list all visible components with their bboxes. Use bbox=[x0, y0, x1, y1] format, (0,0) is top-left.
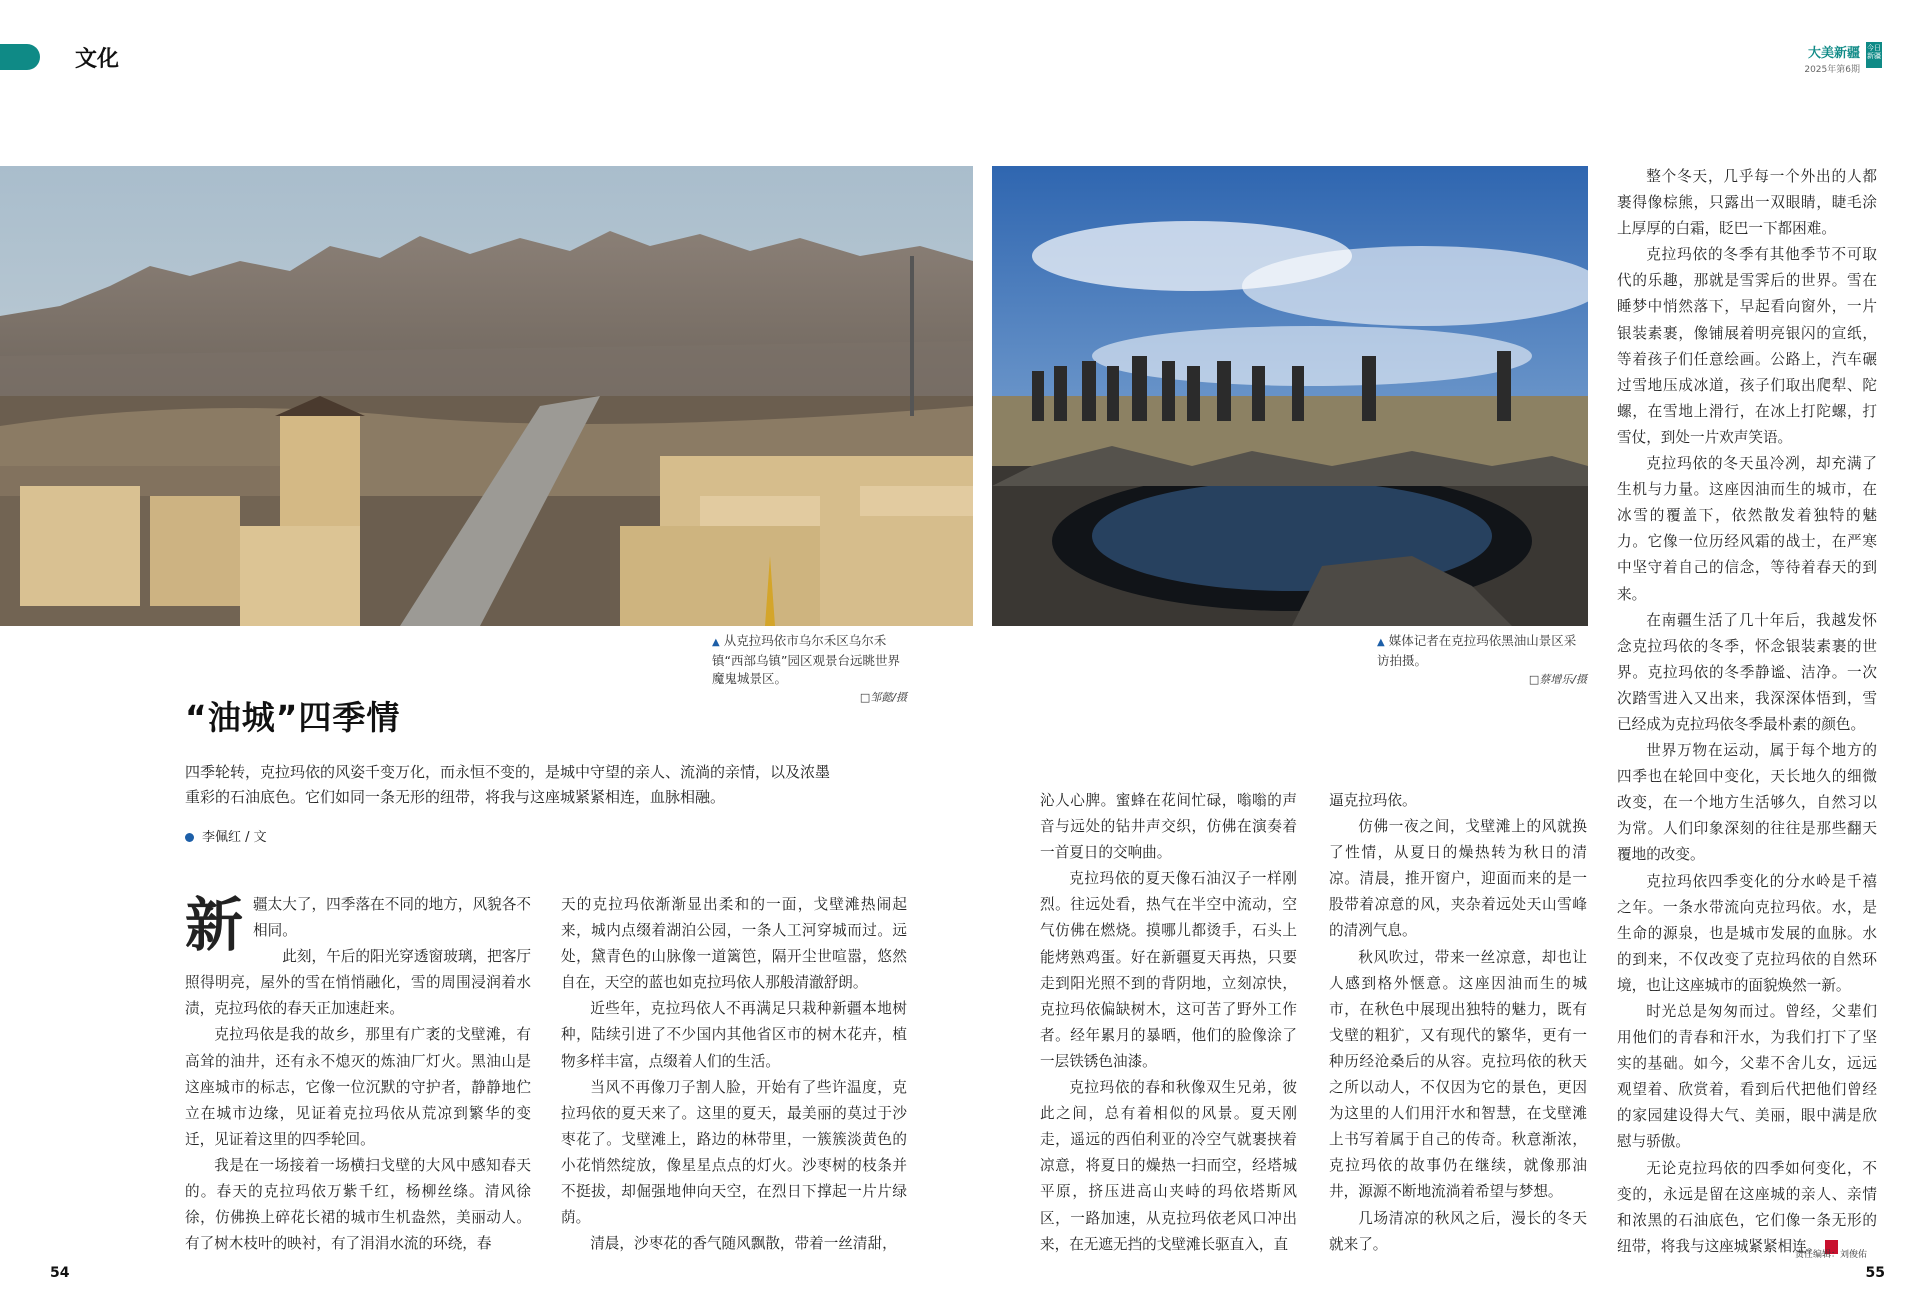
paragraph: 天的克拉玛依渐渐显出柔和的一面，戈壁滩热闹起来，城内点缀着湖泊公园，一条人工河穿城而过。远处，黛青色的山脉像一道篱笆，隔开尘世喧嚣，悠然自在，天空的蓝也如克拉玛依人那般清澈舒朗。 bbox=[561, 896, 907, 992]
article-lede: 四季轮转，克拉玛依的风姿千变万化，而永恒不变的，是城中守望的亲人、流淌的亲情，以及浓墨重彩的石油底色。它们如同一条无形的纽带，将我与这座城紧紧相连，血脉相融。 bbox=[185, 763, 831, 806]
paragraph bbox=[1617, 1156, 1877, 1260]
paragraph: 克拉玛依是我的故乡，那里有广袤的戈壁滩，有高耸的油井，还有永不熄灭的炼油厂灯火。黑油山是这座城市的标志，它像一位沉默的守护者，静静地伫立在城市边缘，见证着克拉玛依从荒凉到繁华的变迁，见证着这里的四季轮回。 bbox=[185, 1026, 531, 1148]
paragraph: 克拉玛依的冬季有其他季节不可取代的乐趣，那就是雪霁后的世界。雪在睡梦中悄然落下，早起看向窗外，一片银装素裹，像铺展着明亮银闪的宣纸，等着孩子们任意绘画。公路上，汽车碾过雪地压成冰道，孩子们取出爬犁、陀螺，在雪地上滑行，在冰上打陀螺，打雪仗，到处一片欢声笑语。 bbox=[1617, 246, 1877, 446]
page-number-left: 54 bbox=[50, 1265, 70, 1281]
paragraph: 逼克拉玛依。 bbox=[1329, 792, 1417, 809]
paragraph: 整个冬天，几乎每一个外出的人都裹得像棕熊，只露出一双眼睛，睫毛涂上厚厚的白霜，眨巴一下都困难。 bbox=[1617, 168, 1877, 238]
body-column-5 bbox=[1617, 164, 1877, 1260]
paragraph: 时光总是匆匆而过。曾经，父辈们用他们的青春和汗水，为我们打下了坚实的基础。如今，父辈不舍儿女，远远观望着、欣赏着，看到后代把他们曾经的家园建设得大气、美丽，眼中满是欣慰与骄傲。 bbox=[1617, 1003, 1877, 1151]
journalists-image bbox=[992, 166, 1588, 626]
author-bullet-icon bbox=[185, 833, 194, 842]
paragraph: 几场清凉的秋风之后，漫长的冬天就来了。 bbox=[1329, 1209, 1587, 1253]
paragraph-text: 无论克拉玛依的四季如何变化，不变的，永远是留在这座城的亲人、亲情和浓黑的石油底色，它们像一条无形的纽带，将我与这座城紧紧相连。 bbox=[1617, 1159, 1877, 1255]
body-column-3 bbox=[1040, 788, 1297, 1258]
author-name: 李佩红 / 文 bbox=[202, 830, 267, 845]
paragraph: 世界万物在运动，属于每个地方的四季也在轮回中变化，天长地久的细微改变，在一个地方生活够久，自然习以为常。人们印象深刻的往往是那些翻天覆地的改变。 bbox=[1617, 742, 1877, 864]
photo-journalists bbox=[992, 166, 1588, 626]
caption-text: 从克拉玛依市乌尔禾区乌尔禾镇“西部乌镇”园区观景台远眺世界魔鬼城景区。 bbox=[712, 633, 900, 686]
page-number-right: 55 bbox=[1865, 1265, 1885, 1281]
paragraph: 秋风吹过，带来一丝凉意，却也让人感到格外惬意。这座因油而生的城市，在秋色中展现出独特的魅力，既有戈壁的粗犷，又有现代的繁华，更有一种历经沧桑后的从容。克拉玛依的秋天之所以动人，不仅因为它的景色，更因为这里的人们用汗水和智慧，在戈壁滩上书写着属于自己的传奇。秋意渐浓，克拉玛依的故事仍在继续，就像那油井，源源不断地流淌着希望与梦想。 bbox=[1329, 948, 1587, 1201]
photo-town-mountains bbox=[0, 166, 973, 626]
paragraph: 克拉玛依的冬天虽冷冽，却充满了生机与力量。这座因油而生的城市，在冰雪的覆盖下，依然散发着独特的魅力。它像一位历经风霜的战士，在严寒中坚守着自己的信念，等待着春天的到来。 bbox=[1617, 455, 1877, 603]
caption-text: 媒体记者在克拉玛依黑油山景区采访拍摄。 bbox=[1377, 633, 1577, 668]
brand-title: 大美新疆 bbox=[1807, 46, 1860, 61]
paragraph: 克拉玛依的春和秋像双生兄弟，彼此之间，总有着相似的风景。夏天刚走，遥远的西伯利亚的冷空气就裹挟着凉意，将夏日的燥热一扫而空，经塔城平原，挤压进高山夹峙的玛依塔斯风区，一路加速，从克拉玛依老风口冲出来，在无遮无挡的戈壁滩长驱直入，直 bbox=[1040, 1079, 1297, 1253]
paragraph: 在南疆生活了几十年后，我越发怀念克拉玛依的冬季，怀念银装素裹的世界。克拉玛依的冬季静谧、洁净。一次次踏雪进入又出来，我深深体悟到，雪已经成为克拉玛依冬季最朴素的颜色。 bbox=[1617, 611, 1877, 733]
brand-logo-box: 今日新疆 bbox=[1866, 42, 1882, 68]
magazine-brand bbox=[1804, 42, 1860, 75]
body-column-1 bbox=[185, 892, 531, 1257]
paragraph: 疆太大了，四季落在不同的地方，风貌各不相同。 bbox=[253, 896, 531, 940]
paragraph: 克拉玛依四季变化的分水岭是千禧之年。一条水带流向克拉玛依。水，是生命的源泉，也是城市发展的血脉。水的到来，不仅改变了克拉玛依的自然环境，也让这座城市的面貌焕然一新。 bbox=[1617, 872, 1877, 994]
paragraph: 仿佛一夜之间，戈壁滩上的风就换了性情，从夏日的燥热转为秋日的清凉。清晨，推开窗户，迎面而来的是一股带着凉意的风，夹杂着远处天山雪峰的清冽气息。 bbox=[1329, 818, 1587, 940]
paragraph: 此刻，午后的阳光穿透窗玻璃，把客厅照得明亮，屋外的雪在悄悄融化，雪的周围浸润着水渍，克拉玛依的春天正加速赶来。 bbox=[185, 948, 531, 1018]
drop-cap: 新 bbox=[185, 891, 244, 959]
editor-credit: 责任编辑：刘俊佑 bbox=[1795, 1250, 1868, 1260]
brand-issue: 2025年第6期 bbox=[1804, 65, 1860, 75]
caption-triangle-icon: ▲ bbox=[1377, 637, 1385, 648]
body-column-4 bbox=[1329, 788, 1587, 1258]
article-title: “油城”四季情 bbox=[185, 698, 401, 737]
section-tab-marker bbox=[0, 44, 40, 70]
body-column-2 bbox=[561, 892, 907, 1257]
paragraph: 清晨，沙枣花的香气随风飘散，带着一丝清甜， bbox=[590, 1235, 897, 1253]
section-title: 文化 bbox=[75, 47, 120, 72]
paragraph: 近些年，克拉玛依人不再满足只栽种新疆本地树种，陆续引进了不少国内其他省区市的树木花卉，植物多样丰富，点缀着人们的生活。 bbox=[561, 1000, 907, 1070]
photo-right-caption bbox=[1377, 632, 1587, 689]
photo-credit: □蔡增乐/摄 bbox=[1528, 673, 1587, 686]
paragraph: 沁人心脾。蜜蜂在花间忙碌，嗡嗡的声音与远处的钻井声交织，仿佛在演奏着一首夏日的交响曲。 bbox=[1040, 792, 1297, 862]
article-author bbox=[185, 826, 267, 845]
paragraph: 当风不再像刀子割人脸，开始有了些许温度，克拉玛依的夏天来了。这里的夏天，最美丽的莫过于沙枣花了。戈壁滩上，路边的林带里，一簇簇淡黄色的小花悄然绽放，像星星点点的灯火。沙枣树的枝条并不挺拔，却倔强地伸向天空，在烈日下撑起一片片绿荫。 bbox=[561, 1078, 907, 1227]
town-landscape-image bbox=[0, 166, 973, 626]
paragraph: 我是在一场接着一场横扫戈壁的大风中感知春天的。春天的克拉玛依万紫千红，杨柳丝绦。清风徐徐，仿佛换上碎花长裙的城市生机盎然，美丽动人。有了树木枝叶的映衬，有了涓涓水流的环绕，春 bbox=[185, 1156, 531, 1253]
caption-triangle-icon: ▲ bbox=[712, 637, 720, 648]
paragraph: 克拉玛依的夏天像石油汉子一样刚烈。往远处看，热气在半空中流动，空气仿佛在燃烧。摸哪儿都烫手，石头上能烤熟鸡蛋。好在新疆夏天再热，只要走到阳光照不到的背阴地，立刻凉快，克拉玛依偏缺树木，这可苦了野外工作者。经年累月的暴晒，他们的脸像涂了一层铁锈色油漆。 bbox=[1040, 870, 1297, 1070]
photo-credit: □邹懿/摄 bbox=[859, 691, 907, 704]
photo-left-caption bbox=[712, 632, 907, 707]
